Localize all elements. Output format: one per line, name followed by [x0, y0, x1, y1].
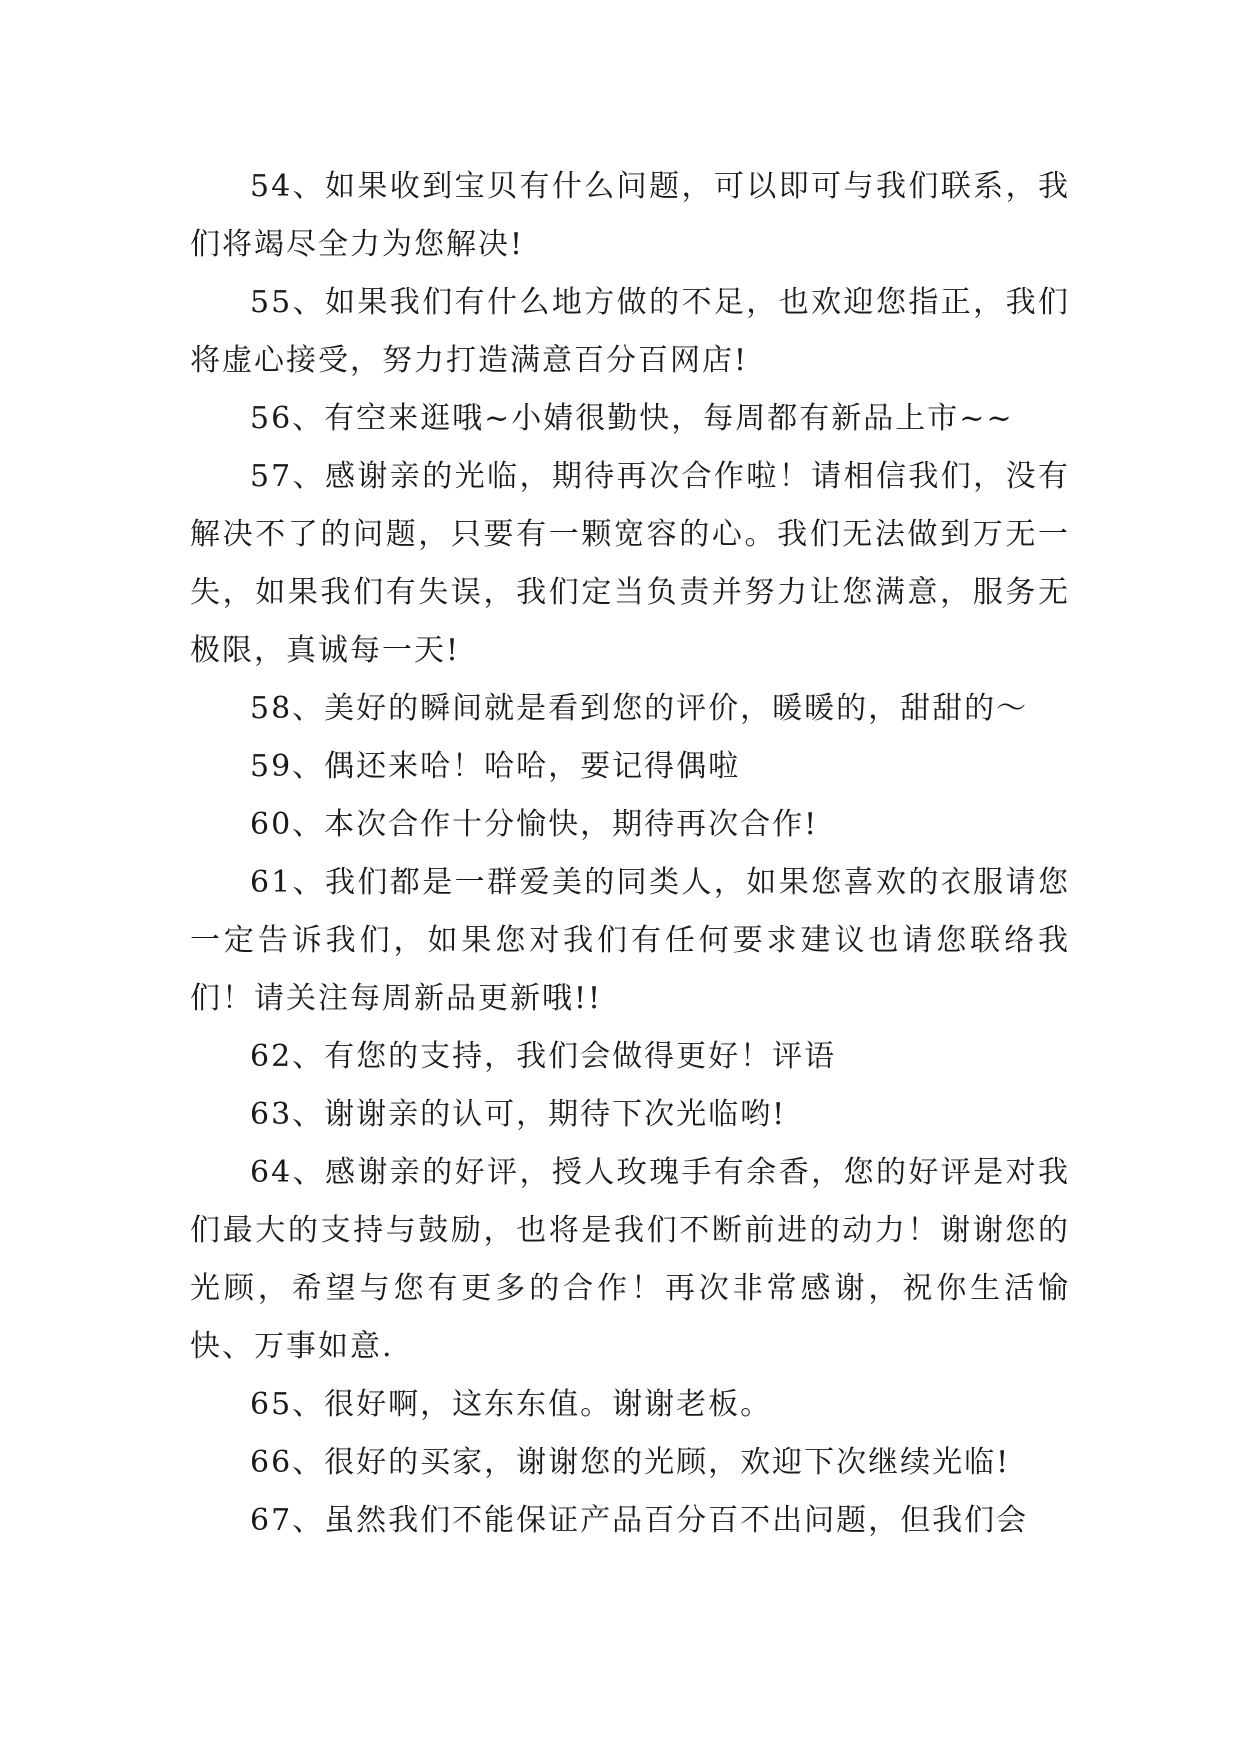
- paragraph-65: 65、很好啊，这东东值。谢谢老板。: [250, 1387, 773, 1422]
- paragraph-59: 59、偶还来哈！哈哈，要记得偶啦: [250, 749, 741, 784]
- paragraph-57: 57、感谢亲的光临，期待再次合作啦！请相信我们，没有解决不了的问题，只要有一颗宽容的心。我们无法做到万无一失，如果我们有失误，我们定当负责并努力让您满意，服务无极限，真诚每一天!: [190, 459, 1070, 668]
- paragraph-63: 63、谢谢亲的认可，期待下次光临哟!: [250, 1097, 787, 1132]
- paragraph-60: 60、本次合作十分愉快，期待再次合作!: [250, 807, 819, 842]
- paragraph-61: 61、我们都是一群爱美的同类人，如果您喜欢的衣服请您一定告诉我们，如果您对我们有任何要求建议也请您联络我们！请关注每周新品更新哦!!: [190, 865, 1070, 1016]
- paragraph-58: 58、美好的瞬间就是看到您的评价，暖暖的，甜甜的～: [250, 691, 1029, 726]
- paragraph-62: 62、有您的支持，我们会做得更好！评语: [250, 1039, 837, 1074]
- paragraph-54: 54、如果收到宝贝有什么问题，可以即可与我们联系，我们将竭尽全力为您解决!: [190, 169, 1070, 262]
- paragraph-66: 66、很好的买家，谢谢您的光顾，欢迎下次继续光临!: [250, 1445, 1011, 1480]
- paragraph-64: 64、感谢亲的好评，授人玫瑰手有余香，您的好评是对我们最大的支持与鼓励，也将是我们不断前进的动力！谢谢您的光顾，希望与您有更多的合作！再次非常感谢，祝你生活愉快、万事如意.: [190, 1155, 1070, 1364]
- paragraph-55: 55、如果我们有什么地方做的不足，也欢迎您指正，我们将虚心接受，努力打造满意百分百网店!: [190, 285, 1070, 378]
- paragraph-56: 56、有空来逛哦~小婧很勤快，每周都有新品上市~~: [250, 401, 1014, 436]
- paragraph-67: 67、虽然我们不能保证产品百分百不出问题，但我们会: [250, 1503, 1029, 1538]
- document-body: [190, 158, 1070, 1550]
